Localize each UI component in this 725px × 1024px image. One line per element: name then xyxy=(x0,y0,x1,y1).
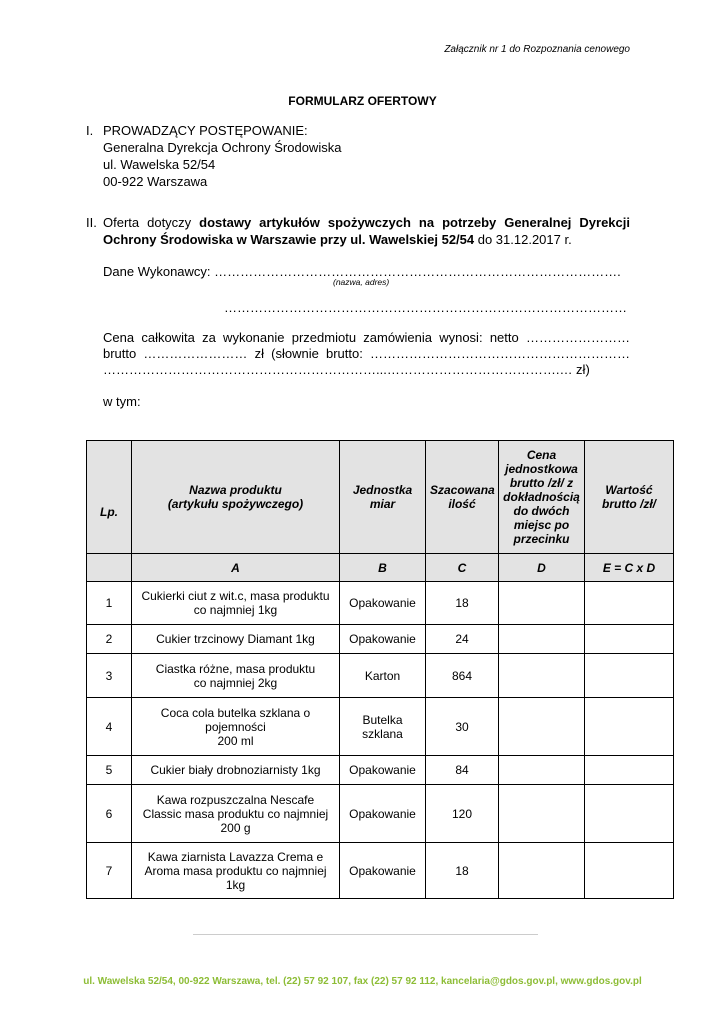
row-unit xyxy=(340,582,426,625)
row-product-name-text: Cukier trzcinowy Diamant 1kg xyxy=(156,632,315,646)
row-lp-text: 6 xyxy=(105,806,113,821)
total-price-section xyxy=(103,330,630,378)
row-quantity-text: 18 xyxy=(455,596,469,610)
row-unit xyxy=(340,785,426,843)
row-quantity xyxy=(426,698,499,756)
including-label: w tym: xyxy=(103,394,141,409)
row-product-name xyxy=(132,582,340,625)
letter-b: B xyxy=(340,554,426,582)
table-row xyxy=(87,625,674,654)
row-quantity-text: 84 xyxy=(455,763,469,777)
row-unit-text: Opakowanie xyxy=(349,763,416,777)
row-lp xyxy=(87,582,132,625)
organizer-city: 00-922 Warszawa xyxy=(103,174,208,189)
row-unit xyxy=(340,654,426,698)
attachment-label: Załącznik nr 1 do Rozpoznania cenowego xyxy=(444,44,630,55)
section1-number: I. xyxy=(86,123,94,138)
letter-d: D xyxy=(499,554,585,582)
row-lp-text: 1 xyxy=(105,596,113,610)
row-quantity xyxy=(426,785,499,843)
row-lp xyxy=(87,654,132,698)
row-lp-text: 3 xyxy=(105,668,113,683)
table-letter-row xyxy=(87,554,674,582)
row-unit-text: Opakowanie xyxy=(349,863,416,878)
section1-heading: PROWADZĄCY POSTĘPOWANIE: xyxy=(103,123,308,138)
offer-deadline: do 31.12.2017 r. xyxy=(474,232,572,247)
row-product-name-text: Coca cola butelka szklana o pojemności 200 ml xyxy=(160,705,311,748)
row-lp xyxy=(87,843,132,899)
row-unit-price-input[interactable] xyxy=(499,625,585,654)
row-lp xyxy=(87,756,132,785)
row-lp xyxy=(87,785,132,843)
row-product-name xyxy=(132,756,340,785)
table-row xyxy=(87,654,674,698)
footer-divider xyxy=(193,934,538,935)
row-unit-price-input[interactable] xyxy=(499,654,585,698)
row-quantity xyxy=(426,843,499,899)
table-row xyxy=(87,698,674,756)
row-product-name xyxy=(132,843,340,899)
row-quantity xyxy=(426,625,499,654)
row-unit xyxy=(340,756,426,785)
row-unit-price-input[interactable] xyxy=(499,843,585,899)
letter-c: C xyxy=(426,554,499,582)
row-unit-text: Karton xyxy=(364,668,401,683)
table-row xyxy=(87,785,674,843)
row-total-value-input[interactable] xyxy=(585,582,674,625)
row-product-name-text: Kawa ziarnista Lavazza Crema e Aroma masa produktu co najmniej 1kg xyxy=(144,849,327,892)
header-total-value: Wartość brutto /zł/ xyxy=(585,441,674,554)
row-quantity xyxy=(426,654,499,698)
row-unit-text: Opakowanie xyxy=(349,632,416,646)
contractor-data-field-2[interactable]: ………………………………………………………………………………… xyxy=(224,300,627,315)
total-price-text[interactable]: Cena całkowita za wykonanie przedmiotu zamówienia wynosi: netto …………………… brutto …………………… zł (słownie brutto: …………………………………………………… xyxy=(103,330,630,361)
row-quantity-text: 18 xyxy=(455,863,469,878)
row-lp-text: 4 xyxy=(105,719,113,734)
contractor-data-note: (nazwa, adres) xyxy=(333,277,390,287)
contractor-data-field[interactable]: Dane Wykonawcy: …………………………………………………………………………………. xyxy=(103,264,621,279)
row-product-name-text: Cukier biały drobnoziarnisty 1kg xyxy=(150,763,321,777)
row-unit-text: Opakowanie xyxy=(349,596,416,610)
letter-e: E = C x D xyxy=(585,554,674,582)
row-quantity xyxy=(426,582,499,625)
row-unit xyxy=(340,625,426,654)
row-lp-text: 5 xyxy=(105,763,113,777)
products-table xyxy=(86,440,674,899)
organizer-name: Generalna Dyrekcja Ochrony Środowiska xyxy=(103,140,342,155)
total-price-words[interactable]: ………………………………………………………...………………………………….… zł) xyxy=(103,362,590,377)
row-total-value-input[interactable] xyxy=(585,625,674,654)
footer-contact: ul. Wawelska 52/54, 00-922 Warszawa, tel. (22) 57 92 107, fax (22) 57 92 112, kancelaria@gdos.gov.pl, www.gdos.gov.pl xyxy=(83,976,642,987)
row-quantity-text: 24 xyxy=(455,632,469,646)
row-quantity-text: 30 xyxy=(455,719,469,734)
row-quantity-text: 120 xyxy=(451,806,473,821)
letter-a: A xyxy=(132,554,340,582)
row-product-name xyxy=(132,698,340,756)
section-offer xyxy=(86,214,630,248)
organizer-street: ul. Wawelska 52/54 xyxy=(103,157,216,172)
row-lp-text: 2 xyxy=(105,632,113,646)
table-row xyxy=(87,843,674,899)
letter-lp xyxy=(87,554,132,582)
offer-prefix: Oferta dotyczy xyxy=(103,215,200,230)
section2-number: II. xyxy=(86,215,97,230)
header-unit-price: Cena jednostkowa brutto /zł/ z dokładnością do dwóch miejsc po przecinku xyxy=(499,441,585,554)
row-total-value-input[interactable] xyxy=(585,654,674,698)
row-total-value-input[interactable] xyxy=(585,756,674,785)
header-quantity: Szacowana ilość xyxy=(426,441,499,554)
header-lp: Lp. xyxy=(87,441,132,554)
row-product-name xyxy=(132,654,340,698)
row-product-name xyxy=(132,785,340,843)
row-lp xyxy=(87,698,132,756)
header-product-name: Nazwa produktu (artykułu spożywczego) xyxy=(132,441,340,554)
table-row xyxy=(87,582,674,625)
table-header-row xyxy=(87,441,674,554)
page-title: FORMULARZ OFERTOWY xyxy=(288,94,437,108)
row-lp xyxy=(87,625,132,654)
row-total-value-input[interactable] xyxy=(585,785,674,843)
row-unit-text: Opakowanie xyxy=(349,806,416,821)
row-product-name xyxy=(132,625,340,654)
row-total-value-input[interactable] xyxy=(585,698,674,756)
row-unit-price-input[interactable] xyxy=(499,756,585,785)
row-quantity-text: 864 xyxy=(451,668,473,683)
row-unit xyxy=(340,698,426,756)
row-product-name-text: Cukierki ciut z wit.c, masa produktu co najmniej 1kg xyxy=(141,589,330,617)
table-row xyxy=(87,756,674,785)
row-unit-text: Butelka szklana xyxy=(362,712,403,741)
row-unit-price-input[interactable] xyxy=(499,785,585,843)
row-unit xyxy=(340,843,426,899)
row-total-value-input[interactable] xyxy=(585,843,674,899)
row-lp-text: 7 xyxy=(105,863,113,878)
row-quantity xyxy=(426,756,499,785)
row-unit-price-input[interactable] xyxy=(499,582,585,625)
row-product-name-text: Kawa rozpuszczalna Nescafe Classic masa produktu co najmniej 200 g xyxy=(142,792,329,835)
offer-subject: dostawy artykułów spożywczych na potrzeby Generalnej Dyrekcji Ochrony Środowiska w Warszawie przy ul. Wawelskiej 52/54 xyxy=(103,215,630,247)
header-unit: Jednostka miar xyxy=(340,441,426,554)
row-product-name-text: Ciastka różne, masa produktu co najmniej 2kg xyxy=(155,661,316,690)
section-organizer xyxy=(86,122,341,190)
row-unit-price-input[interactable] xyxy=(499,698,585,756)
